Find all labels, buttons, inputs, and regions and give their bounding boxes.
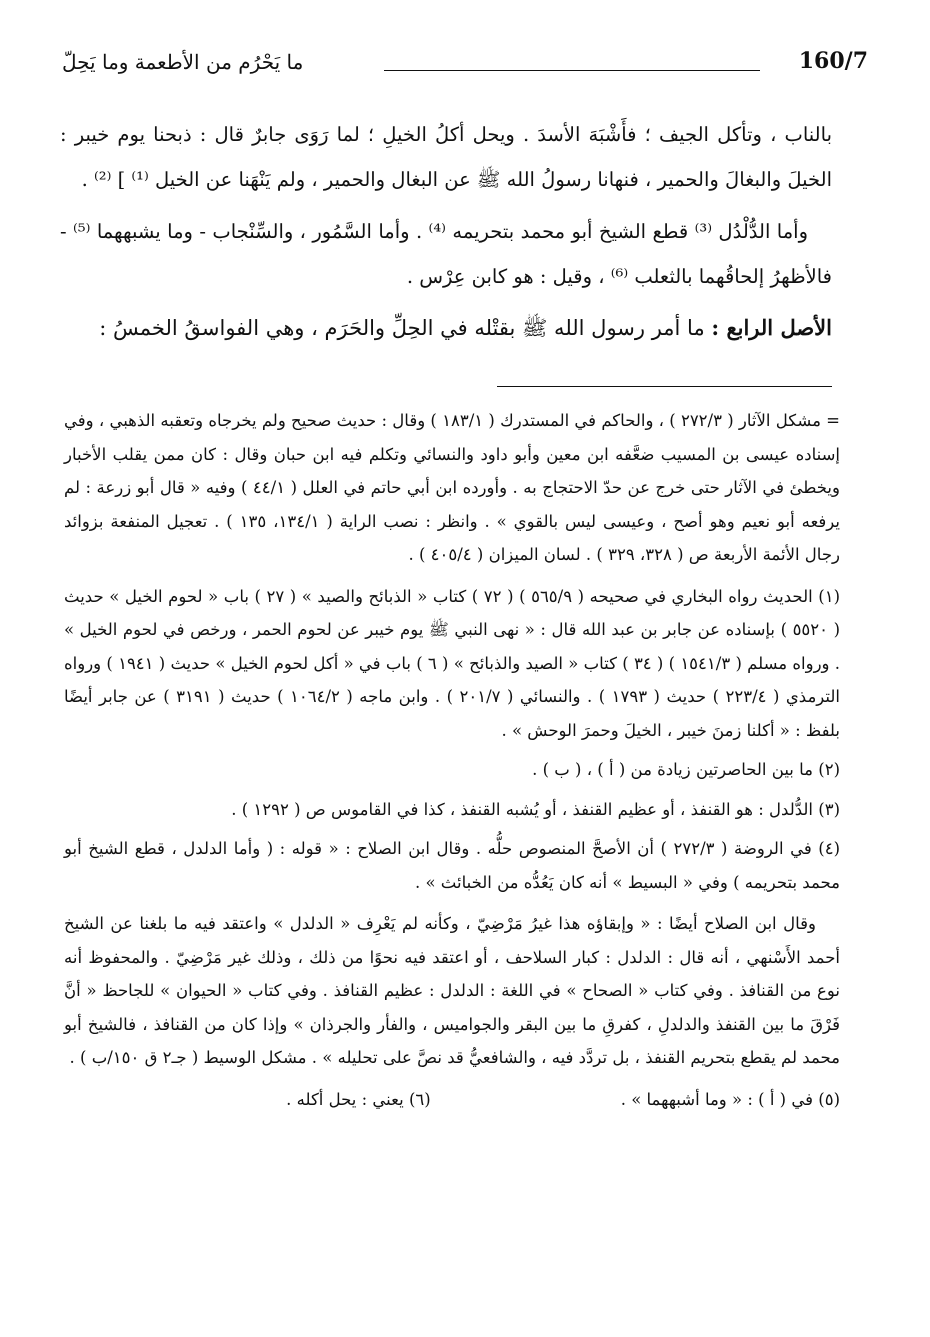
footnote: (٢) ما بين الحاصرتين زيادة من ( أ ) ، ( ب ) . bbox=[532, 760, 840, 779]
footnote: (٥) في ( أ ) : « وما أشبههما » . bbox=[620, 1089, 840, 1109]
footnote: (١) الحديث رواه البخاري في صحيحه ( ٥٦٥/٩ ) ( ٧٢ ) كتاب « الذبائح والصيد » ( ٢٧ ) باب « لحوم الخيل » حديث ( ٥٥٢٠ ) بإسناده عن جابر بن عبد الله قال : « نهى النبي ﷺ يوم خيبر عن لحوم الحمر ، ورخص في لحوم الخيل » . ورواه مسلم ( ١٥٤١/٣ ) ( ٣٤ ) كتاب « الصيد والذبائح » ( ٦ ) باب في « أكل لحوم الخيل » حديث ( ١٩٤١ ) ورواه الترمذي ( ٢٢٣/٤ ) حديث ( ١٧٩٣ ) . والنسائي ( ٢٠١/٧ ) . وابن ماجه ( ١٠٦٤/٢ ) حديث ( ٣١٩١ ) عن جابر أيضًا بلفظ : « أكلنا زمنَ خيبر ، الخيلَ وحمرَ الوحش » . bbox=[64, 586, 841, 740]
main-paragraph: بالناب ، وتأكل الجيف ؛ فأَشْبَهَ الأسدَ . ويحل أكلُ الخيلِ ؛ لما رَوَى جابرٌ قال : ذبحنا يوم خيبر : الخيلَ والبغالَ والحمير ، فنهانا رسولُ الله ﷺ عن البغال والحمير ، ولم يَنْهَنا عن الخيل ⁽¹⁾ ] ⁽²⁾ . bbox=[60, 123, 832, 191]
footnote: (٦) يعني : يحل أكله . bbox=[286, 1089, 431, 1109]
footnotes bbox=[64, 404, 840, 1116]
section-heading-text: ما أمر رسول الله ﷺ بقتْله في الحِلِّ والحَرَم ، وهي الفواسقُ الخمسُ : bbox=[99, 316, 705, 340]
footnote: (٣) الدُّلدل : هو القنفذ ، أو عظيم القنفذ ، أو يُشبه القنفذ ، كذا في القاموس ص ( ١٢٩٢ ) . bbox=[231, 799, 840, 819]
footnote-row bbox=[64, 1083, 840, 1116]
header-rule bbox=[384, 70, 760, 71]
page-number: 160/7 bbox=[798, 48, 868, 74]
main-paragraph: وأما الدُّلْدُل ⁽³⁾ قطع الشيخ أبو محمد بتحريمه ⁽⁴⁾ . وأما السَّمُور ، والسِّنْجاب - وما يشبههما ⁽⁵⁾ - فالأظهرُ إلحاقُهما بالثعلب ⁽⁶⁾ ، وقيل : هو كابن عِرْس . bbox=[60, 220, 832, 288]
footnote-separator bbox=[497, 386, 832, 387]
footnote-continuation: وقال ابن الصلاح أيضًا : « وإبقاؤه هذا غيرُ مَرْضِيّ ، وكأنه لم يَعْرِف « الدلدل » واعتقد فيه ما بلغنا عن الشيخ أحمد الأَسْنهي ، أنه قال : الدلدل : كبار السلاحف ، أو اعتقد فيه نحوًا من ذلك ، وذلك غير مَرْضِيّ . والمحفوظ أنه نوع من القنافذ . وفي كتاب « الصحاح » في اللغة : الدلدل : عظيم القنافذ . وفي كتاب « الحيوان » للجاحظ « أنَّ فَرْقَ ما بين القنفذ والدلدلِ ، كفرقِ ما بين البقر والجواميس ، والفأر والجرذان » وإذا كان من القنافذ ، فالشيخ أبو محمد لم يقطع بتحريم القنفذ ، بل تردَّد فيه ، والشافعيُّ قد نصَّ على تحليله » . مشكل الوسيط ( جـ٢ ق ١٥٠/ب ) . bbox=[64, 914, 840, 1067]
section-heading-line bbox=[60, 306, 832, 350]
header-title: ما يَحْرُم من الأطعمة وما يَحِلّ bbox=[62, 50, 304, 74]
footnote: = مشكل الآثار ( ٢٧٢/٣ ) ، والحاكم في المستدرك ( ١٨٣/١ ) وقال : حديث صحيح ولم يخرجاه وتعقبه الذهبي ، وفي إسناده عيسى بن المسيب ضعَّفه ابن معين وأبو داود والنسائي وتكلم فيه ابن حبان وقال : كان ممن يقلب الأخبار ويخطئ في الآثار حتى خرج عن حدّ الاحتجاج به . وأورده ابن أبي حاتم في العلل ( ٤٤/١ ) وفيه « قال أبو زرعة : لم يرفعه أبو نعيم وهو أصح ، وعيسى ليس بالقوي » . وانظر : نصب الراية ( ١٣٤/١، ١٣٥ ) . تعجيل المنفعة بزوائد رجال الأئمة الأربعة ص ( ٣٢٨، ٣٢٩ ) . لسان الميزان ( ٤٠٥/٤ ) . bbox=[64, 411, 840, 564]
running-header bbox=[62, 44, 868, 84]
section-heading: الأصل الرابع : bbox=[711, 315, 832, 340]
main-text bbox=[60, 112, 832, 357]
footnote: (٤) في الروضة ( ٢٧٢/٣ ) أن الأصحَّ المنصوص حلُّه . وقال ابن الصلاح : « قوله : ( وأما الدلدل ، قطع الشيخ أبو محمد بتحريمه ) وفي « البسيط » أنه كان يَعُدُّه من الخبائث » . bbox=[64, 839, 840, 892]
